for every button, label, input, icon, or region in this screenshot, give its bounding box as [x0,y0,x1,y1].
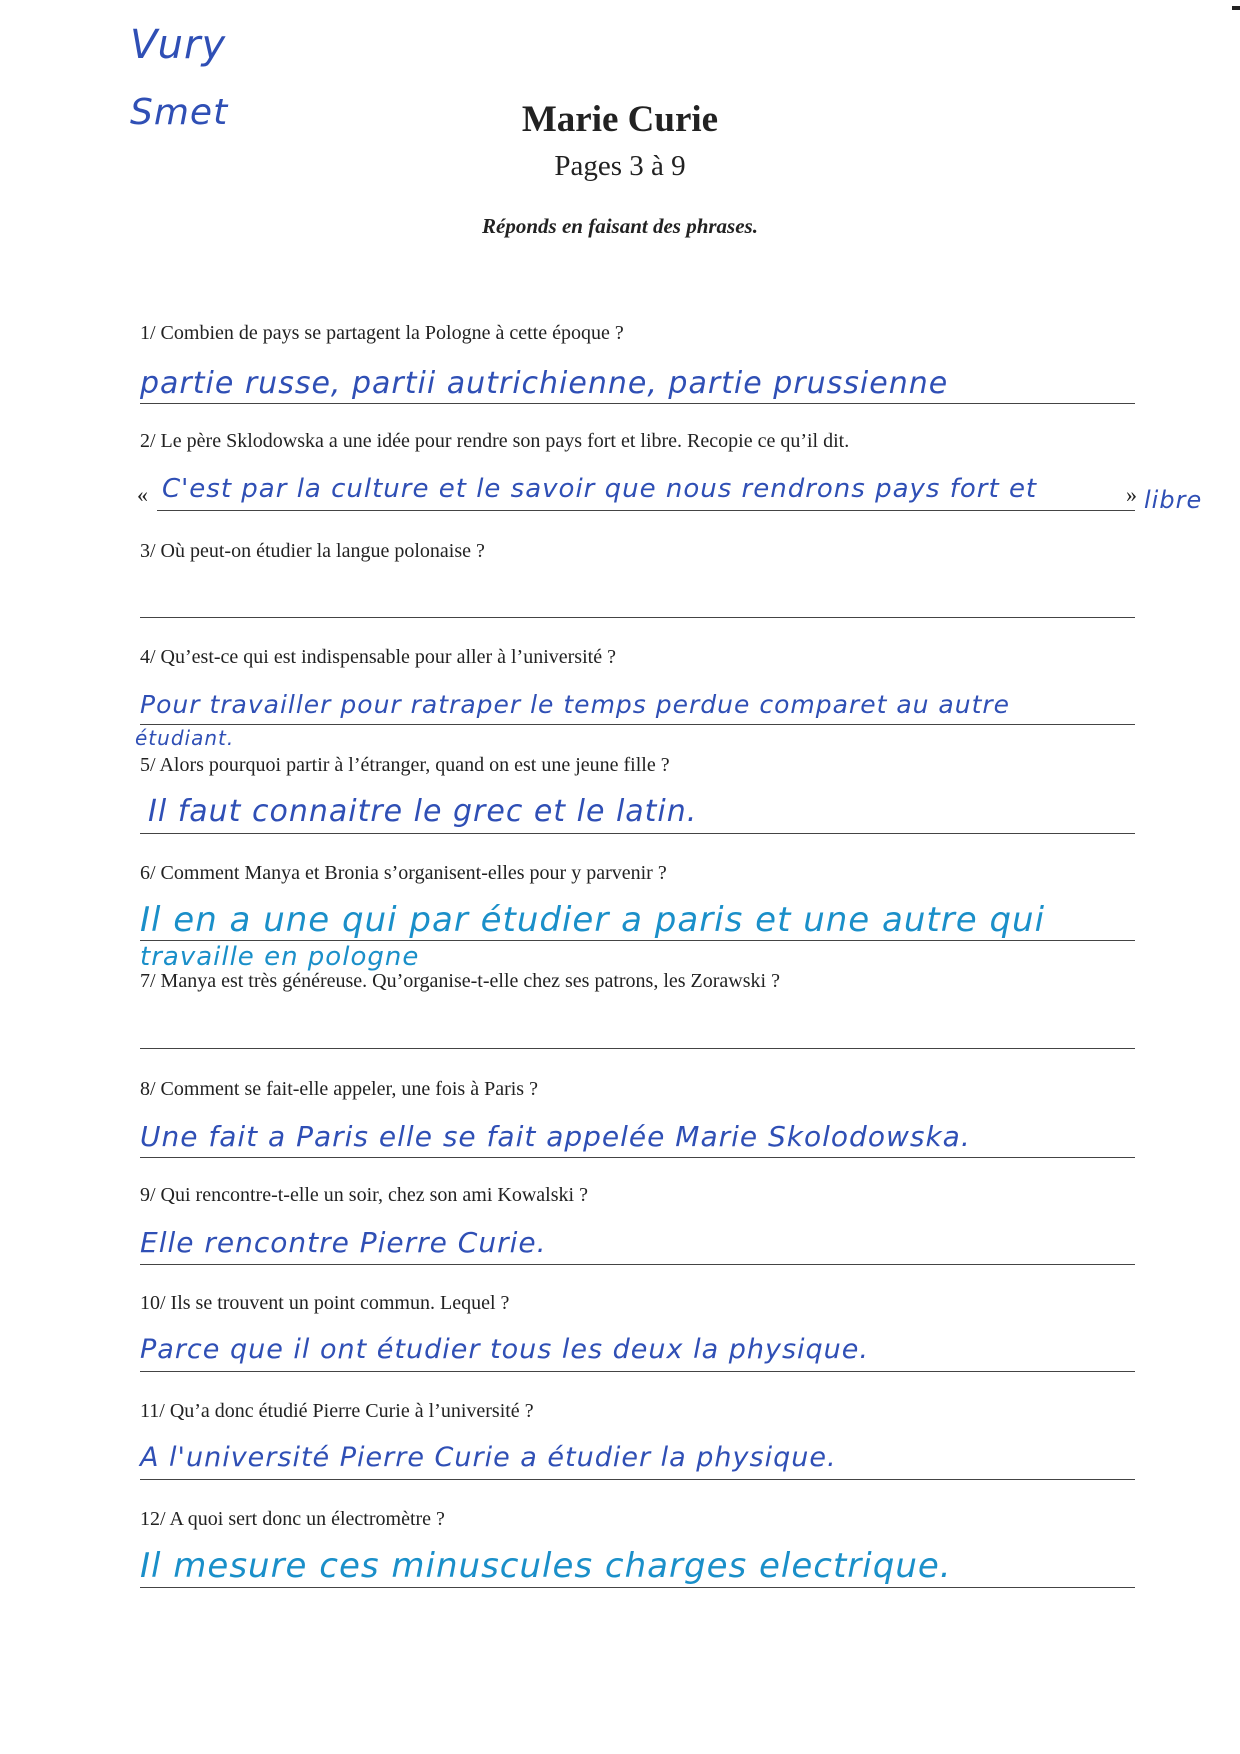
quote-close-mark: » [1126,482,1137,507]
answer-line-4 [140,724,1135,725]
answer-line-1 [140,403,1135,404]
answer-1: partie russe, partii autrichienne, partie prussienne [140,366,949,401]
answer-line-12 [140,1587,1135,1588]
answer-line-10 [140,1371,1135,1372]
answer-line-5 [140,833,1135,834]
answer-6-continued: travaille en pologne [140,942,420,972]
answer-6: Il en a une qui par étudier a paris et une autre qui [140,900,1046,940]
answer-12: Il mesure ces minuscules charges electrique. [140,1546,952,1586]
question-10: 10/ Ils se trouvent un point commun. Lequel ? [140,1292,510,1314]
answer-8: Une fait a Paris elle se fait appelée Marie Skolodowska. [140,1120,971,1153]
answer-2-continued: libre [1144,486,1203,514]
question-2: 2/ Le père Sklodowska a une idée pour rendre son pays fort et libre. Recopie ce qu’il dit. [140,430,850,452]
answer-line-8 [140,1157,1135,1158]
question-9: 9/ Qui rencontre-t-elle un soir, chez son ami Kowalski ? [140,1184,588,1206]
page-title: Marie Curie [521,99,719,140]
answer-line-2 [157,510,1135,511]
answer-11: A l'université Pierre Curie a étudier la physique. [140,1442,837,1473]
answer-2: C'est par la culture et le savoir que nous rendrons pays fort et [162,474,1038,504]
answer-line-11 [140,1479,1135,1480]
answer-line-7 [140,1048,1135,1049]
question-6: 6/ Comment Manya et Bronia s’organisent-elles pour y parvenir ? [140,862,667,884]
scan-corner-mark [1232,6,1240,10]
answer-5: Il faut connaitre le grec et le latin. [148,794,698,829]
question-11: 11/ Qu’a donc étudié Pierre Curie à l’université ? [140,1400,534,1422]
question-8: 8/ Comment se fait-elle appeler, une fois à Paris ? [140,1078,538,1100]
question-12: 12/ A quoi sert donc un électromètre ? [140,1508,445,1530]
question-3: 3/ Où peut-on étudier la langue polonaise ? [140,540,485,562]
answer-line-3 [140,617,1135,618]
answer-9: Elle rencontre Pierre Curie. [140,1226,547,1259]
answer-4: Pour travailler pour ratraper le temps perdue comparet au autre [140,690,1011,719]
student-name-second: Smet [130,92,229,133]
answer-line-9 [140,1264,1135,1265]
page-subtitle: Pages 3 à 9 [554,150,686,182]
question-1: 1/ Combien de pays se partagent la Pologne à cette époque ? [140,322,624,344]
answer-4-continued: étudiant. [135,726,235,750]
question-5: 5/ Alors pourquoi partir à l’étranger, quand on est une jeune fille ? [140,754,670,776]
instruction-text: Réponds en faisant des phrases. [482,214,758,238]
student-name-first: Vury [130,22,227,68]
answer-line-6 [140,940,1135,941]
quote-open-mark: « [137,482,148,507]
answer-10: Parce que il ont étudier tous les deux la physique. [140,1334,869,1365]
question-4: 4/ Qu’est-ce qui est indispensable pour aller à l’université ? [140,646,616,668]
question-7: 7/ Manya est très généreuse. Qu’organise-t-elle chez ses patrons, les Zorawski ? [140,970,780,992]
